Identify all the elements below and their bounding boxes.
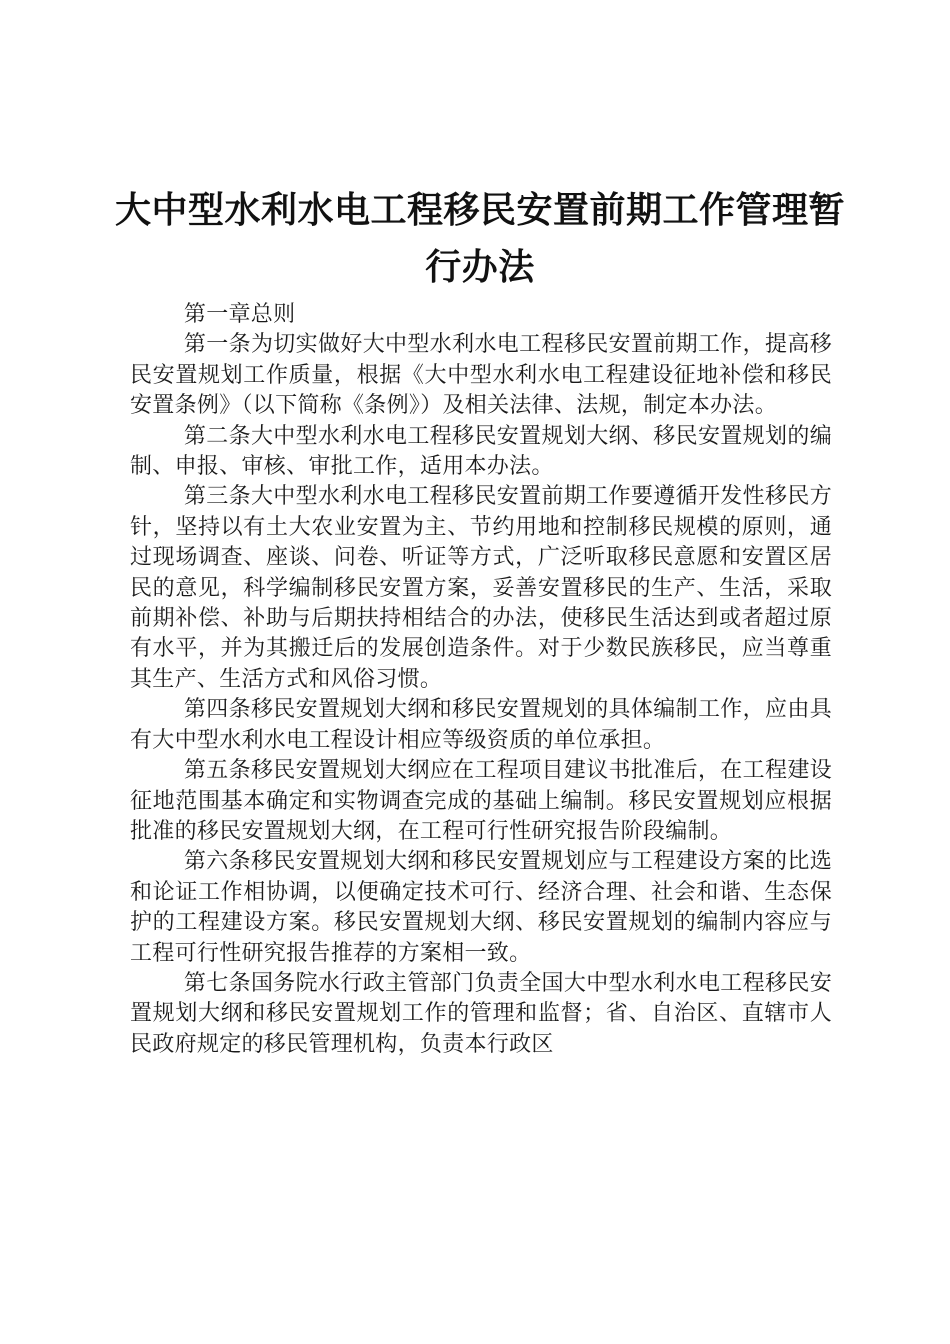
paragraph-article-4: 第四条移民安置规划大纲和移民安置规划的具体编制工作，应由具有大中型水利水电工程设计相应等级资质的单位承担。 <box>130 697 832 753</box>
paragraph-article-6: 第六条移民安置规划大纲和移民安置规划应与工程建设方案的比选和论证工作相协调，以便确定技术可行、经济合理、社会和谐、生态保护的工程建设方案。移民安置规划大纲、移民安置规划的编制内容应与工程可行性研究报告推荐的方案相一致。 <box>130 849 832 966</box>
paragraph-article-7: 第七条国务院水行政主管部门负责全国大中型水利水电工程移民安置规划大纲和移民安置规划工作的管理和监督；省、自治区、直辖市人民政府规定的移民管理机构，负责本行政区 <box>130 970 832 1057</box>
paragraph-article-2: 第二条大中型水利水电工程移民安置规划大纲、移民安置规划的编制、申报、审核、审批工作，适用本办法。 <box>130 423 832 480</box>
paragraph-article-5: 第五条移民安置规划大纲应在工程项目建议书批准后，在工程建设征地范围基本确定和实物调查完成的基础上编制。移民安置规划应根据批准的移民安置规划大纲，在工程可行性研究报告阶段编制。 <box>130 758 832 844</box>
chapter-heading: 第一章总则 <box>183 302 296 327</box>
document-body <box>130 300 832 1060</box>
document-title: 大中型水利水电工程移民安置前期工作管理暂行办法 <box>114 189 845 288</box>
paragraph-article-3: 第三条大中型水利水电工程移民安置前期工作要遵循开发性移民方针，坚持以有土大农业安置为主、节约用地和控制移民规模的原则，通过现场调查、座谈、问卷、听证等方式，广泛听取移民意愿和安置区居民的意见，科学编制移民安置方案，妥善安置移民的生产、生活，采取前期补偿、补助与后期扶持相结合的办法，使移民生活达到或者超过原有水平，并为其搬迁后的发展创造条件。对于少数民族移民，应当尊重其生产、生活方式和风俗习惯。 <box>130 484 832 692</box>
paragraph-article-1: 第一条为切实做好大中型水利水电工程移民安置前期工作，提高移民安置规划工作质量，根据《大中型水利水电工程建设征地补偿和移民安置条例》（以下简称《条例》）及相关法律、法规，制定本办法。 <box>130 332 832 419</box>
